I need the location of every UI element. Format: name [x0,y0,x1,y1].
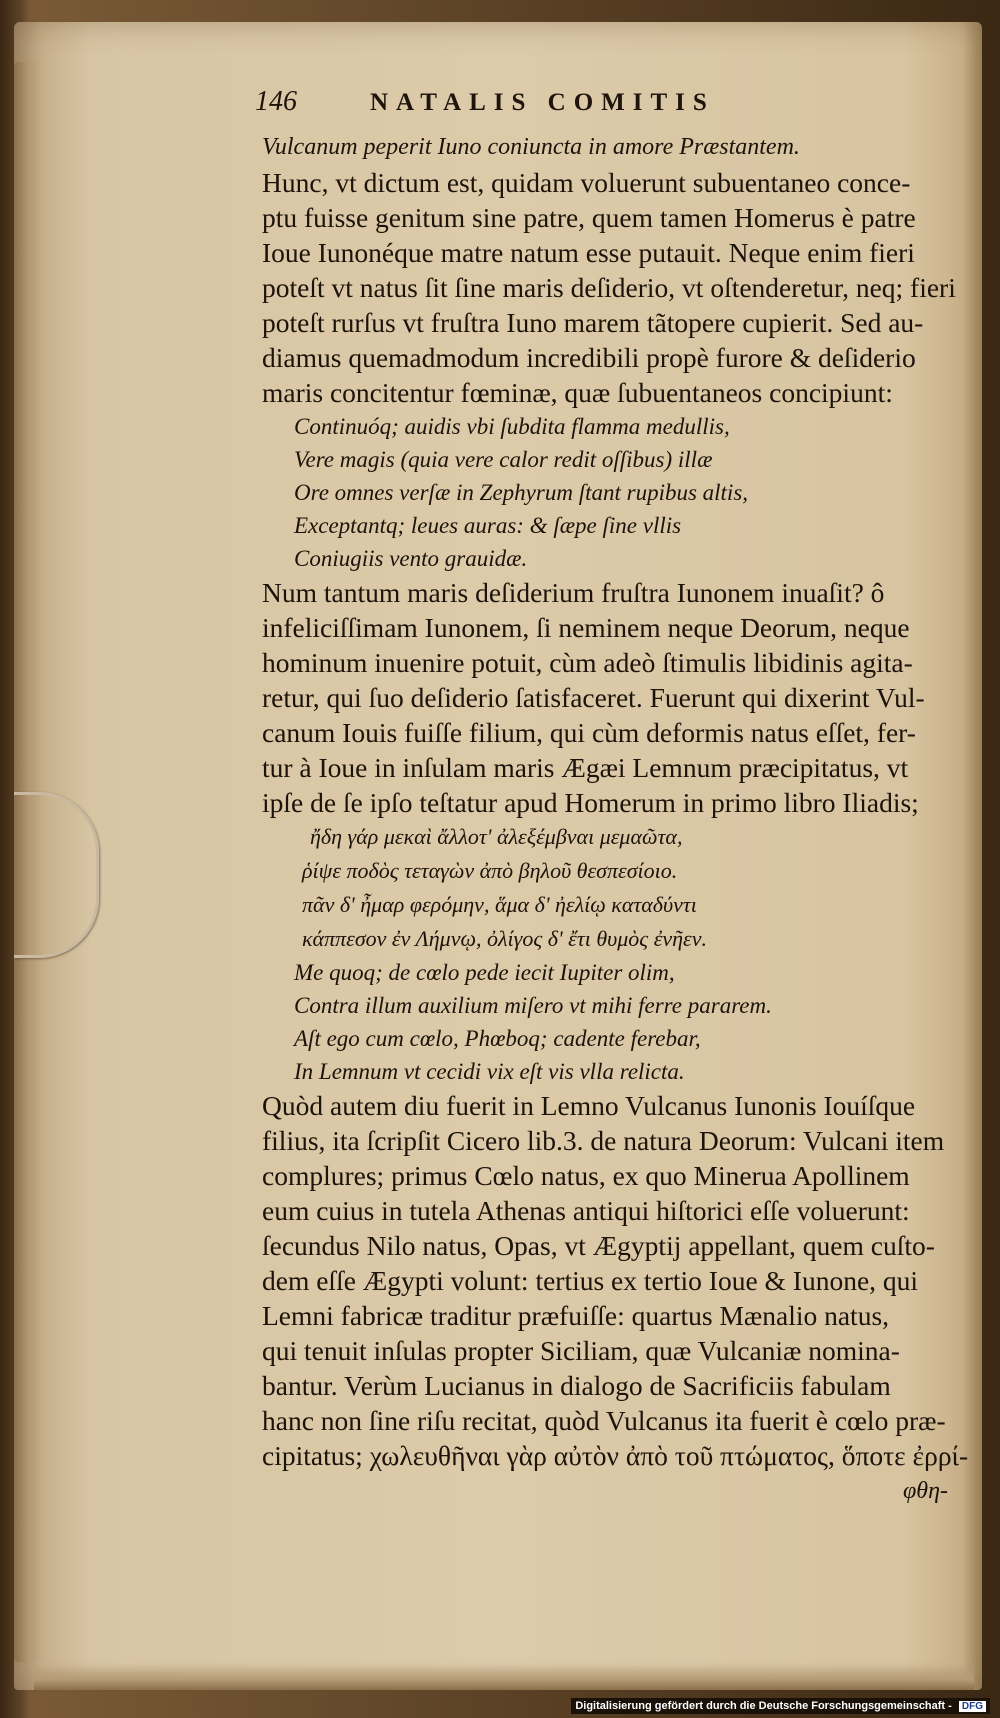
verse-line: Ore omnes verſæ in Zephyrum ſtant rupibus altis, [294,480,749,505]
verse-line: Me quoq; de cœlo pede iecit Iupiter olim, [294,960,675,985]
text-line: hominum inuenire potuit, cùm adeò ſtimulis libidinis agita- [262,647,913,678]
greek-verse-line: κάππεσον ἐν Λήμνῳ, ὀλίγος δ' ἔτι θυμὸς ἐνῆεν. [302,926,707,951]
text-block [262,130,969,1509]
verse-line: Continuóq; auidis vbi ſubdita flamma medullis, [294,414,730,439]
text-line: maris concitentur fœminæ, quæ ſubuentaneos concipiunt: [262,377,893,408]
text-line: canum Iouis fuiſſe filium, qui cùm deformis natus eſſet, fer- [262,717,916,748]
text-line: bantur. Verùm Lucianus in dialogo de Sacrificiis fabulam [262,1370,891,1401]
greek-verse-line: ῥίψε ποδὸς τεταγὼν ἀπὸ βηλοῦ θεσπεσίοιο. [302,858,678,883]
verse-line: Vere magis (quia vere calor redit oſſibus) illæ [294,447,713,472]
text-line: Hunc, vt dictum est, quidam voluerunt subuentaneo conce- [262,167,911,198]
catchword: φθη- [903,1478,948,1504]
text-line: tur à Ioue in inſulam maris Ægæi Lemnum præcipitatus, vt [262,752,909,783]
verse-line: Exceptantq; leues auras: & ſæpe ſine vllis [294,513,682,538]
verse-line: Coniugiis vento grauidæ. [294,546,528,571]
running-head: NATALIS COMITIS [370,89,715,116]
verse-line: In Lemnum vt cecidi vix eſt vis vlla relicta. [294,1059,685,1084]
text-line: hanc non ſine riſu recitat, quòd Vulcanus ita fuerit è cœlo præ- [262,1405,946,1436]
text-line: ptu fuisse genitum sine patre, quem tamen Homerus è patre [262,202,916,233]
text-line: poteſt vt natus ſit ſine maris deſiderio, vt oſtenderetur, neq; fieri [262,272,956,303]
text-line: retur, qui ſuo deſiderio ſatisfaceret. Fuerunt qui dixerint Vul- [262,682,925,713]
digitization-credit [571,1698,990,1714]
book-clasp [14,792,99,958]
text-line: qui tenuit inſulas propter Siciliam, quæ Vulcaniæ nomina- [262,1335,900,1366]
text-line: infeliciſſimam Iunonem, ſi neminem neque Deorum, neque [262,612,910,643]
page-edge-bottom [34,1664,974,1690]
greek-verse-line: ἤδη γάρ μεκαὶ ἄλλοτ' ἀλεξέμβναι μεμαῶτα, [310,824,683,849]
text-line: ipſe de ſe ipſo teſtatur apud Homerum in primo libro Iliadis; [262,787,919,818]
text-line: dem eſſe Ægypti volunt: tertius ex tertio Ioue & Iunone, qui [262,1265,919,1296]
text-line: Quòd autem diu fuerit in Lemno Vulcanus Iunonis Iouíſque [262,1090,916,1121]
text-line: poteſt rurſus vt fruſtra Iuno marem tãtopere cupierit. Sed au- [262,307,924,338]
verse-line: Aſt ego cum cœlo, Phœboq; cadente ferebar, [294,1026,701,1051]
text-line: filius, ita ſcripſit Cicero lib.3. de natura Deorum: Vulcani item [262,1125,945,1156]
text-line: ſecundus Nilo natus, Opas, vt Ægyptij appellant, quem cuſto- [262,1230,935,1261]
page-header [255,86,815,126]
text-line: Num tantum maris deſiderium fruſtra Iunonem inuaſit? ô [262,577,885,608]
text-line: diamus quemadmodum incredibili propè furore & deſiderio [262,342,916,373]
dfg-logo: DFG [959,1701,986,1712]
greek-verse-line: πᾶν δ' ἦμαρ φερόμην, ἅμα δ' ἠελίῳ καταδύντι [302,892,697,917]
verse-line: Contra illum auxilium miſero vt mihi ferre pararem. [294,993,772,1018]
text-line: cipitatus; χωλευθῆναι γὰρ αὐτὸν ἀπὸ τοῦ πτώματος, ὅποτε ἐρρί- [262,1440,969,1471]
text-line: Ioue Iunonéque matre natum esse putauit. Neque enim fieri [262,237,915,268]
text-line: complures; primus Cœlo natus, ex quo Minerua Apollinem [262,1160,910,1191]
text-line: Lemni fabricæ traditur præfuiſſe: quartus Mænalio natus, [262,1300,890,1331]
page-number: 146 [255,86,297,117]
credit-text: Digitalisierung gefördert durch die Deutsche Forschungsgemeinschaft - [575,1700,952,1712]
text-line: Vulcanum peperit Iuno coniuncta in amore Præstantem. [262,134,800,160]
text-line: eum cuius in tutela Athenas antiqui hiſtorici eſſe voluerunt: [262,1195,910,1226]
